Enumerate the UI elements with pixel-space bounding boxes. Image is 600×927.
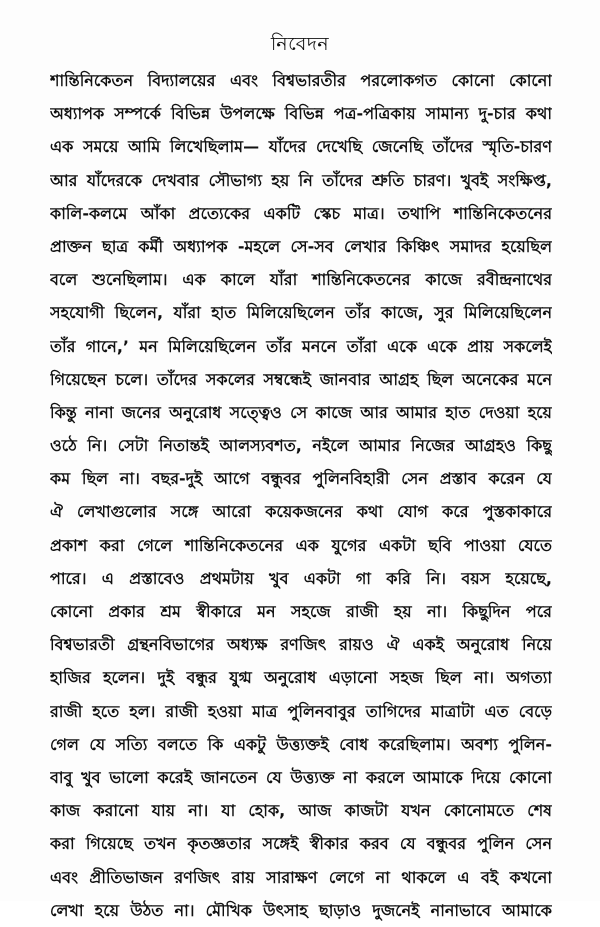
text-line: তাঁর গানে,’ মন মিলিয়েছিলেন তাঁর মননে তাঁরা একে একে প্রায় সকলেই	[50, 336, 552, 356]
text-line: কিন্তু নানা জনের অনুরোধ সত্ত্বেও সে কাজে আর আমার হাত দেওয়া হয়ে	[50, 402, 552, 422]
text-line: অধ্যাপক সম্পর্কে বিভিন্ন উপলক্ষে বিভিন্ন পত্র-পত্রিকায় সামান্য দু-চার কথা	[50, 104, 552, 124]
text-line: আর যাঁদেরকে দেখবার সৌভাগ্য হয় নি তাঁদের শ্রুতি চারণ। খুবই সংক্ষিপ্ত,	[50, 170, 552, 190]
text-line: কালি-কলমে আঁকা প্রত্যেকের একটি স্কেচ মাত্র। তথাপি শান্তিনিকেতনের	[50, 203, 552, 223]
text-line: বলে শুনেছিলাম। এক কালে যাঁরা শান্তিনিকেতনের কাজে রবীন্দ্রনাথের	[50, 270, 552, 290]
text-line: বাবু খুব ভালো করেই জানতেন যে উত্ত্যক্ত না করলে আমাকে দিয়ে কোনো	[50, 767, 552, 787]
text-line: প্রাক্তন ছাত্র কর্মী অধ্যাপক -মহলে সে-সব লেখার কিঞ্চিৎ সমাদর হয়েছিল	[50, 236, 552, 256]
text-line: পারে। এ প্রস্তাবেও প্রথমটায় খুব একটা গা করি নি। বয়স হয়েছে,	[50, 568, 552, 588]
text-line: কোনো প্রকার শ্রম স্বীকারে মন সহজে রাজী হয় না। কিছুদিন পরে	[50, 602, 552, 621]
text-line: এক সময়ে আমি লিখেছিলাম— যাঁদের দেখেছি জেনেছি তাঁদের স্মৃতি-চারণ	[50, 137, 552, 157]
text-line: গেল যে সত্যি বলতে কি একটু উত্ত্যক্তই বোধ করেছিলাম। অবশ্য পুলিন-	[50, 734, 552, 754]
text-line: গিয়েছেন চলে। তাঁদের সকলের সম্বন্ধেই জানবার আগ্রহ ছিল অনেকের মনে	[50, 369, 552, 389]
text-line: সহযোগী ছিলেন, যাঁরা হাত মিলিয়েছিলেন তাঁর কাজে, সুর মিলিয়েছিলেন	[50, 303, 552, 323]
page-title: নিবেদন	[270, 33, 330, 55]
text-line: বিশ্বভারতী গ্রন্থনবিভাগের অধ্যক্ষ রণজিৎ রায়ও ঐ একই অনুরোধ নিয়ে	[50, 635, 552, 655]
text-line: শান্তিনিকেতন বিদ্যালয়ের এবং বিশ্বভারতীর পরলোকগত কোনো কোনো	[50, 71, 552, 90]
text-line: লেখা হয়ে উঠত না। মৌখিক উৎসাহ ছাড়াও দুজনেই নানাভাবে আমাকে	[50, 900, 552, 920]
text-line: কম ছিল না। বছর-দুই আগে বন্ধুবর পুলিনবিহারী সেন প্রস্তাব করেন যে	[50, 469, 552, 489]
text-line: প্রকাশ করা গেলে শান্তিনিকেতনের এক যুগের একটা ছবি পাওয়া যেতে	[50, 535, 552, 555]
text-line: করা গিয়েছে তখন কৃতজ্ঞতার সঙ্গেই স্বীকার করব যে বন্ধুবর পুলিন সেন	[50, 834, 552, 854]
text-line: হাজির হলেন। দুই বন্ধুর যুগ্ম অনুরোধ এড়ানো সহজ ছিল না। অগত্যা	[50, 668, 552, 688]
text-line: এবং প্রীতিভাজন রণজিৎ রায় সারাক্ষণ লেগে না থাকলে এ বই কখনো	[50, 867, 552, 887]
text-line: ঐ লেখাগুলোর সঙ্গে আরো কয়েকজনের কথা যোগ করে পুস্তকাকারে	[50, 502, 552, 522]
text-line: ওঠে নি। সেটা নিতান্তই আলস্যবশত, নইলে আমার নিজের আগ্রহও কিছু	[50, 436, 552, 456]
text-line: কাজ করানো যায় না। যা হোক, আজ কাজটা যখন কোনোমতে শেষ	[50, 801, 552, 821]
text-line: রাজী হতে হল। রাজী হওয়া মাত্র পুলিনবাবুর তাগিদের মাত্রাটা এত বেড়ে	[50, 701, 552, 721]
body-paragraph	[50, 64, 552, 927]
